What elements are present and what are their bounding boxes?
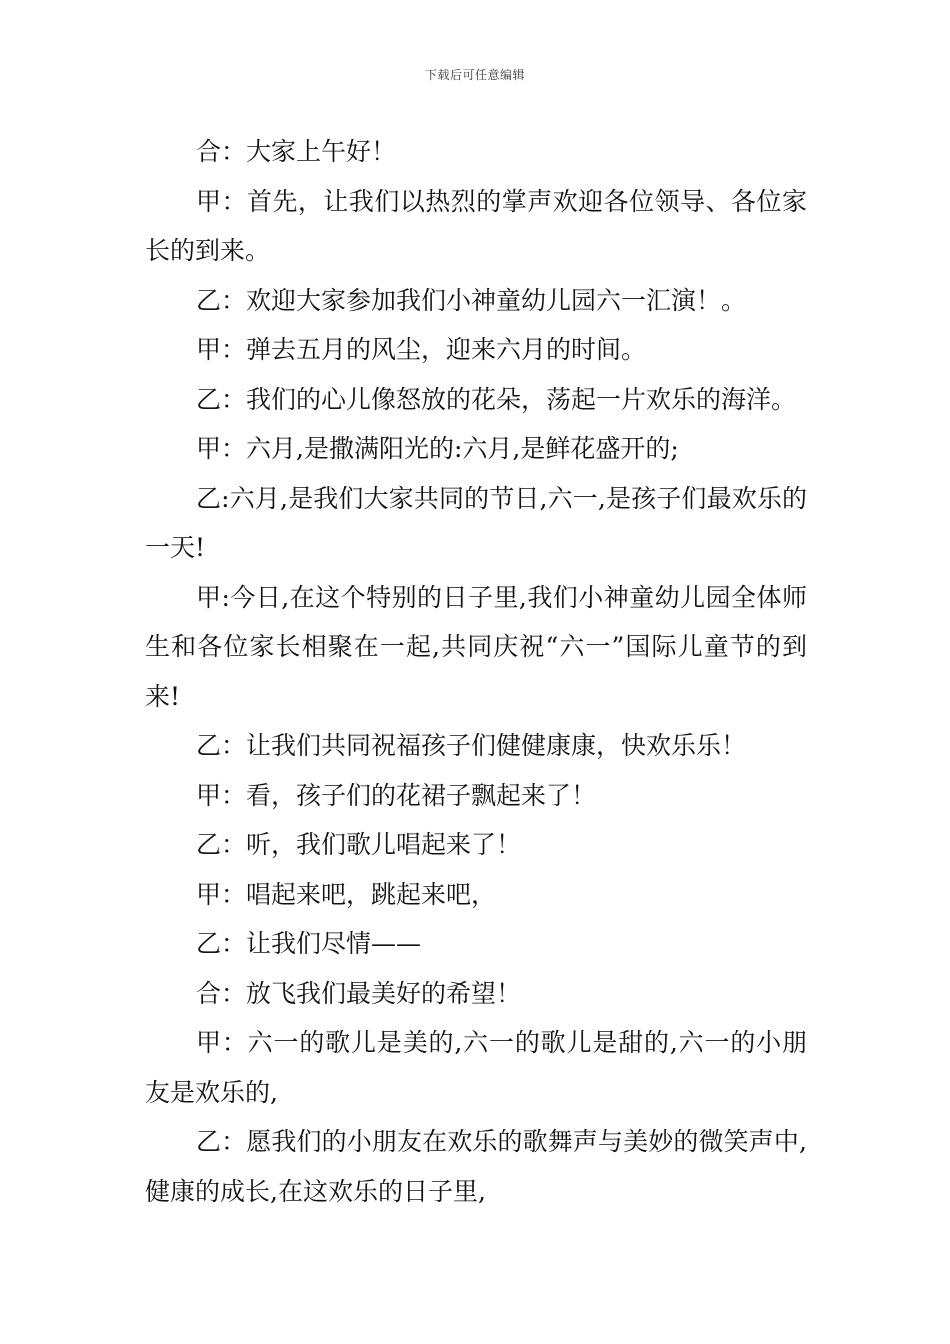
page-header: 下载后可任意编辑 xyxy=(424,68,525,82)
paragraph-13: 乙：让我们尽情—— xyxy=(196,929,422,958)
paragraph-15: 甲：六一的歌儿是美的,六一的歌儿是甜的,六一的小朋友是欢乐的, xyxy=(145,1028,807,1107)
paragraph-5: 乙：我们的心儿像怒放的花朵，荡起一片欢乐的海洋。 xyxy=(196,384,797,414)
paragraph-11: 乙：听，我们歌儿唱起来了！ xyxy=(196,830,522,859)
paragraph-3: 乙：欢迎大家参加我们小神童幼儿园六一汇演！。 xyxy=(196,285,747,315)
paragraph-12: 甲：唱起来吧，跳起来吧， xyxy=(196,879,497,909)
paragraph-1: 合：大家上午好！ xyxy=(196,137,397,166)
paragraph-7: 乙:六月,是我们大家共同的节日,六一,是孩子们最欢乐的一天! xyxy=(145,483,807,562)
paragraph-6: 甲：六月,是撒满阳光的:六月,是鲜花盛开的; xyxy=(196,434,679,463)
document-body xyxy=(145,127,807,1216)
paragraph-14: 合：放飞我们最美好的希望！ xyxy=(196,978,522,1008)
paragraph-8: 甲:今日,在这个特别的日子里,我们小神童幼儿园全体师生和各位家长相聚在一起,共同庆祝“六一”国际儿童节的到来! xyxy=(145,582,807,711)
paragraph-9: 乙：让我们共同祝福孩子们健健康康，快欢乐乐！ xyxy=(196,731,747,760)
paragraph-10: 甲：看，孩子们的花裙子飘起来了！ xyxy=(196,780,597,810)
paragraph-4: 甲：弹去五月的风尘，迎来六月的时间。 xyxy=(196,335,647,364)
paragraph-2: 甲：首先，让我们以热烈的掌声欢迎各位领导、各位家长的到来。 xyxy=(145,186,807,265)
paragraph-16: 乙：愿我们的小朋友在欢乐的歌舞声与美妙的微笑声中,健康的成长,在这欢乐的日子里, xyxy=(145,1127,807,1206)
